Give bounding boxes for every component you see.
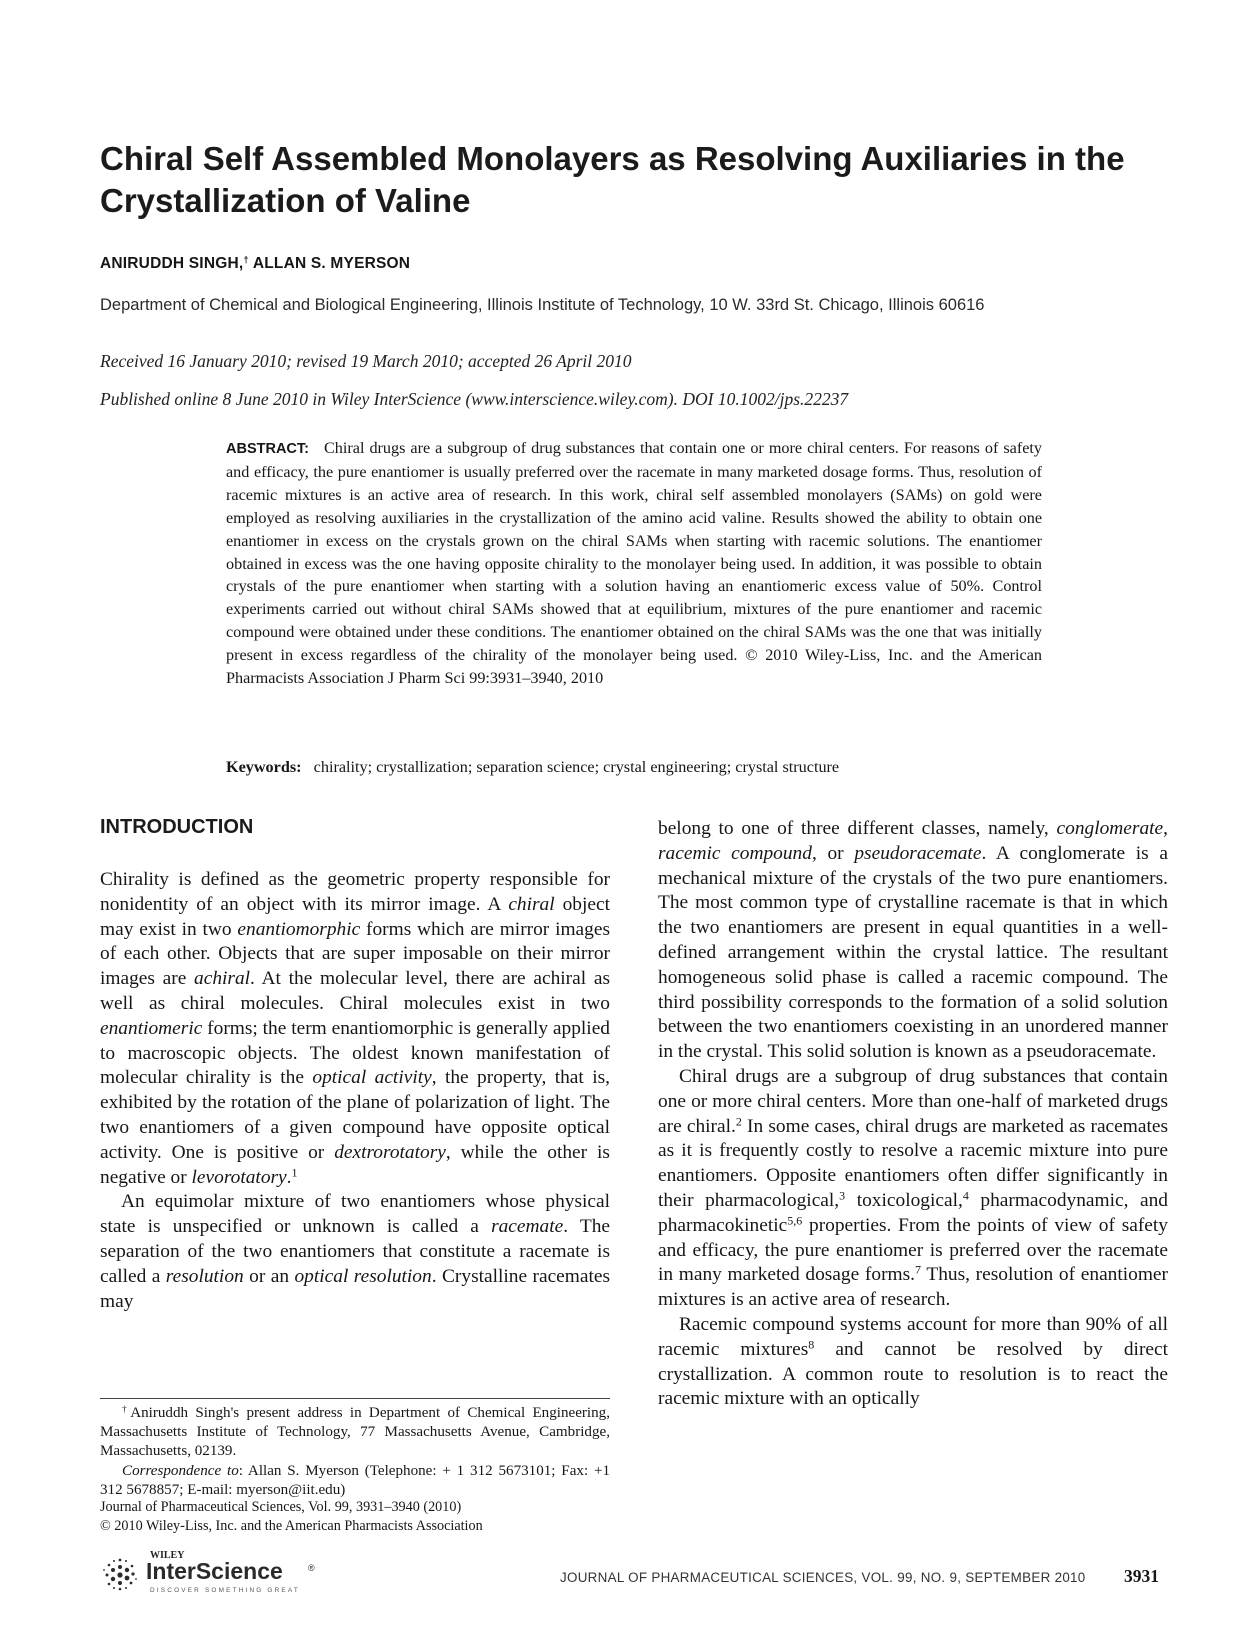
copyright-line: © 2010 Wiley-Liss, Inc. and the American Pharmacists Association bbox=[100, 1518, 483, 1534]
right-column bbox=[658, 817, 1168, 1412]
author-name: ANIRUDDH SINGH, bbox=[100, 255, 244, 272]
received-dates: Received 16 January 2010; revised 19 March 2010; accepted 26 April 2010 bbox=[100, 351, 632, 371]
abstract bbox=[226, 437, 1042, 690]
citation-ref: 1 bbox=[291, 1164, 298, 1179]
author-name: ALLAN S. MYERSON bbox=[252, 255, 411, 272]
author-list bbox=[100, 255, 410, 273]
abstract-label: ABSTRACT: bbox=[226, 441, 309, 457]
running-footer: JOURNAL OF PHARMACEUTICAL SCIENCES, VOL. 99, NO. 9, SEPTEMBER 2010 bbox=[560, 1570, 1086, 1585]
citation-ref: 8 bbox=[808, 1337, 815, 1352]
keywords-text: chirality; crystallization; separation science; crystal engineering; crystal structure bbox=[313, 758, 840, 776]
keywords bbox=[226, 758, 1042, 777]
citation-ref: 4 bbox=[962, 1188, 969, 1203]
section-heading-introduction: INTRODUCTION bbox=[100, 816, 254, 838]
svg-text:®: ® bbox=[308, 1563, 315, 1573]
wiley-interscience-logo bbox=[98, 1545, 338, 1601]
paragraph: belong to one of three different classes, namely, conglomerate, racemic compound, or pseudoracemate. A conglomerate is a mechanical mixture of the crystals of the two pure enantiomers. The most common type of crystalline racemate is that in which the two enantiomers are present in equal quantities in a well-defined arrangement within the crystal lattice. The resultant homogeneous solid phase is called a racemic compound. The third possibility corresponds to the formation of a solid solution between the two enantiomers coexisting in an unordered manner in the crystal. This solid solution is known as a pseudoracemate. bbox=[658, 818, 1168, 1063]
footnote-divider bbox=[100, 1398, 610, 1399]
paragraph: An equimolar mixture of two enantiomers whose physical state is unspecified or unknown is called a racemate. The separation of the two enantiomers that constitute a racemate is called a resolution or an optical resolution. Crystalline racemates may bbox=[100, 1191, 611, 1312]
abstract-text: Chiral drugs are a subgroup of drug substances that contain one or more chiral centers. For reasons of safety and efficacy, the pure enantiomer is usually preferred over the racemate in many marketed dosage forms. Thus, resolution of racemic mixtures is an active area of research. In this work, chiral self assembled monolayers (SAMs) on gold were employed as resolving auxiliaries in the crystallization of the amino acid valine. Results showed the ability to obtain one enantiomer in excess on the crystals grown on the chiral SAMs when starting with racemic solutions. The enantiomer obtained in excess was the one having opposite chirality to the monolayer being used. In addition, it was possible to obtain crystals of the pure enantiomer when starting with a solution having an enantiomeric excess value of 50%. Control experiments carried out without chiral SAMs showed that at equilibrium, mixtures of the pure enantiomer and racemic compound were obtained under these conditions. The enantiomer obtained on the chiral SAMs was the one that was initially present in excess regardless of the chirality of the monolayer being used. © 2010 Wiley-Liss, Inc. and the American Pharmacists Association J Pharm Sci 99:3931–3940, 2010 bbox=[226, 439, 1042, 688]
svg-text:WILEY: WILEY bbox=[150, 1550, 185, 1561]
citation-ref: 3 bbox=[839, 1188, 846, 1203]
footnote-correspondence: Correspondence to: Allan S. Myerson (Telephone: + 1 312 5673101; Fax: +1 312 5678857; E-mail: myerson@iit.edu) bbox=[100, 1462, 611, 1498]
citation-ref: 7 bbox=[915, 1262, 922, 1277]
citation-ref: 5,6 bbox=[787, 1213, 803, 1228]
citation-ref: 2 bbox=[735, 1113, 742, 1128]
article-title: Chiral Self Assembled Monolayers as Resolving Auxiliaries in the Crystallization of Valine bbox=[100, 140, 1125, 219]
paragraph: Chiral drugs are a subgroup of drug substances that contain one or more chiral centers. More than one-half of marketed drugs are chiral.$^2$ In some cases, chiral drugs are marketed as racemates as it is frequently costly to resolve a racemic mixture into pure enantiomers. Opposite enantiomers often differ significantly in their pharmacological,$^3$ toxicological,$^4$ pharmacodynamic, and pharmacokinetic$^{5,6}$ properties. From the points of view of safety and efficacy, the pure enantiomer is preferred over the racemate in many marketed dosage forms.$^7$ Thus, resolution of enantiomer mixtures is an active area of research. bbox=[658, 1065, 1168, 1311]
globe-icon bbox=[98, 1545, 338, 1601]
journal-citation bbox=[100, 1498, 620, 1536]
left-column bbox=[100, 868, 610, 1314]
footnote-marker: † bbox=[122, 1404, 131, 1415]
paragraph: Chirality is defined as the geometric property responsible for nonidentity of an object with its mirror image. A chiral object may exist in two enantiomorphic forms which are mirror images of each other. Objects that are super imposable on their mirror images are achiral. At the molecular level, there are achiral as well as chiral molecules. Chiral molecules exist in two enantiomeric forms; the term enantiomorphic is generally applied to macroscopic objects. The oldest known manifestation of molecular chirality is the optical activity, the property, that is, exhibited by the rotation of the plane of polarization of light. The two enantiomers of a given compound have opposite optical activity. One is positive or dextrorotatory, while the other is negative or levorotatory.$^1$ bbox=[100, 869, 610, 1188]
paragraph: Racemic compound systems account for more than 90% of all racemic mixtures$^8$ and cannot be resolved by direct crystallization. A common route to resolution is to react the racemic mixture with an optically bbox=[658, 1313, 1168, 1410]
publication-info: Published online 8 June 2010 in Wiley InterScience (www.interscience.wiley.com). DOI 10.1002/jps.22237 bbox=[100, 389, 849, 409]
svg-text:InterScience: InterScience bbox=[146, 1558, 283, 1584]
footnote-affiliation: †Aniruddh Singh's present address in Department of Chemical Engineering, Massachusetts Institute of Technology, 77 Massachusetts Avenue, Cambridge, Massachusetts, 02139. bbox=[100, 1404, 610, 1460]
page-number: 3931 bbox=[1124, 1566, 1159, 1586]
keywords-label: Keywords: bbox=[226, 758, 302, 776]
affiliation: Department of Chemical and Biological Engineering, Illinois Institute of Technology, 10 W. 33rd St. Chicago, Illinois 60616 bbox=[100, 296, 985, 314]
footnotes bbox=[100, 1404, 610, 1500]
footnote-marker: † bbox=[243, 254, 249, 266]
svg-text:DISCOVER SOMETHING GREAT: DISCOVER SOMETHING GREAT bbox=[150, 1587, 300, 1594]
journal-citation-line: Journal of Pharmaceutical Sciences, Vol. 99, 3931–3940 (2010) bbox=[100, 1499, 462, 1515]
